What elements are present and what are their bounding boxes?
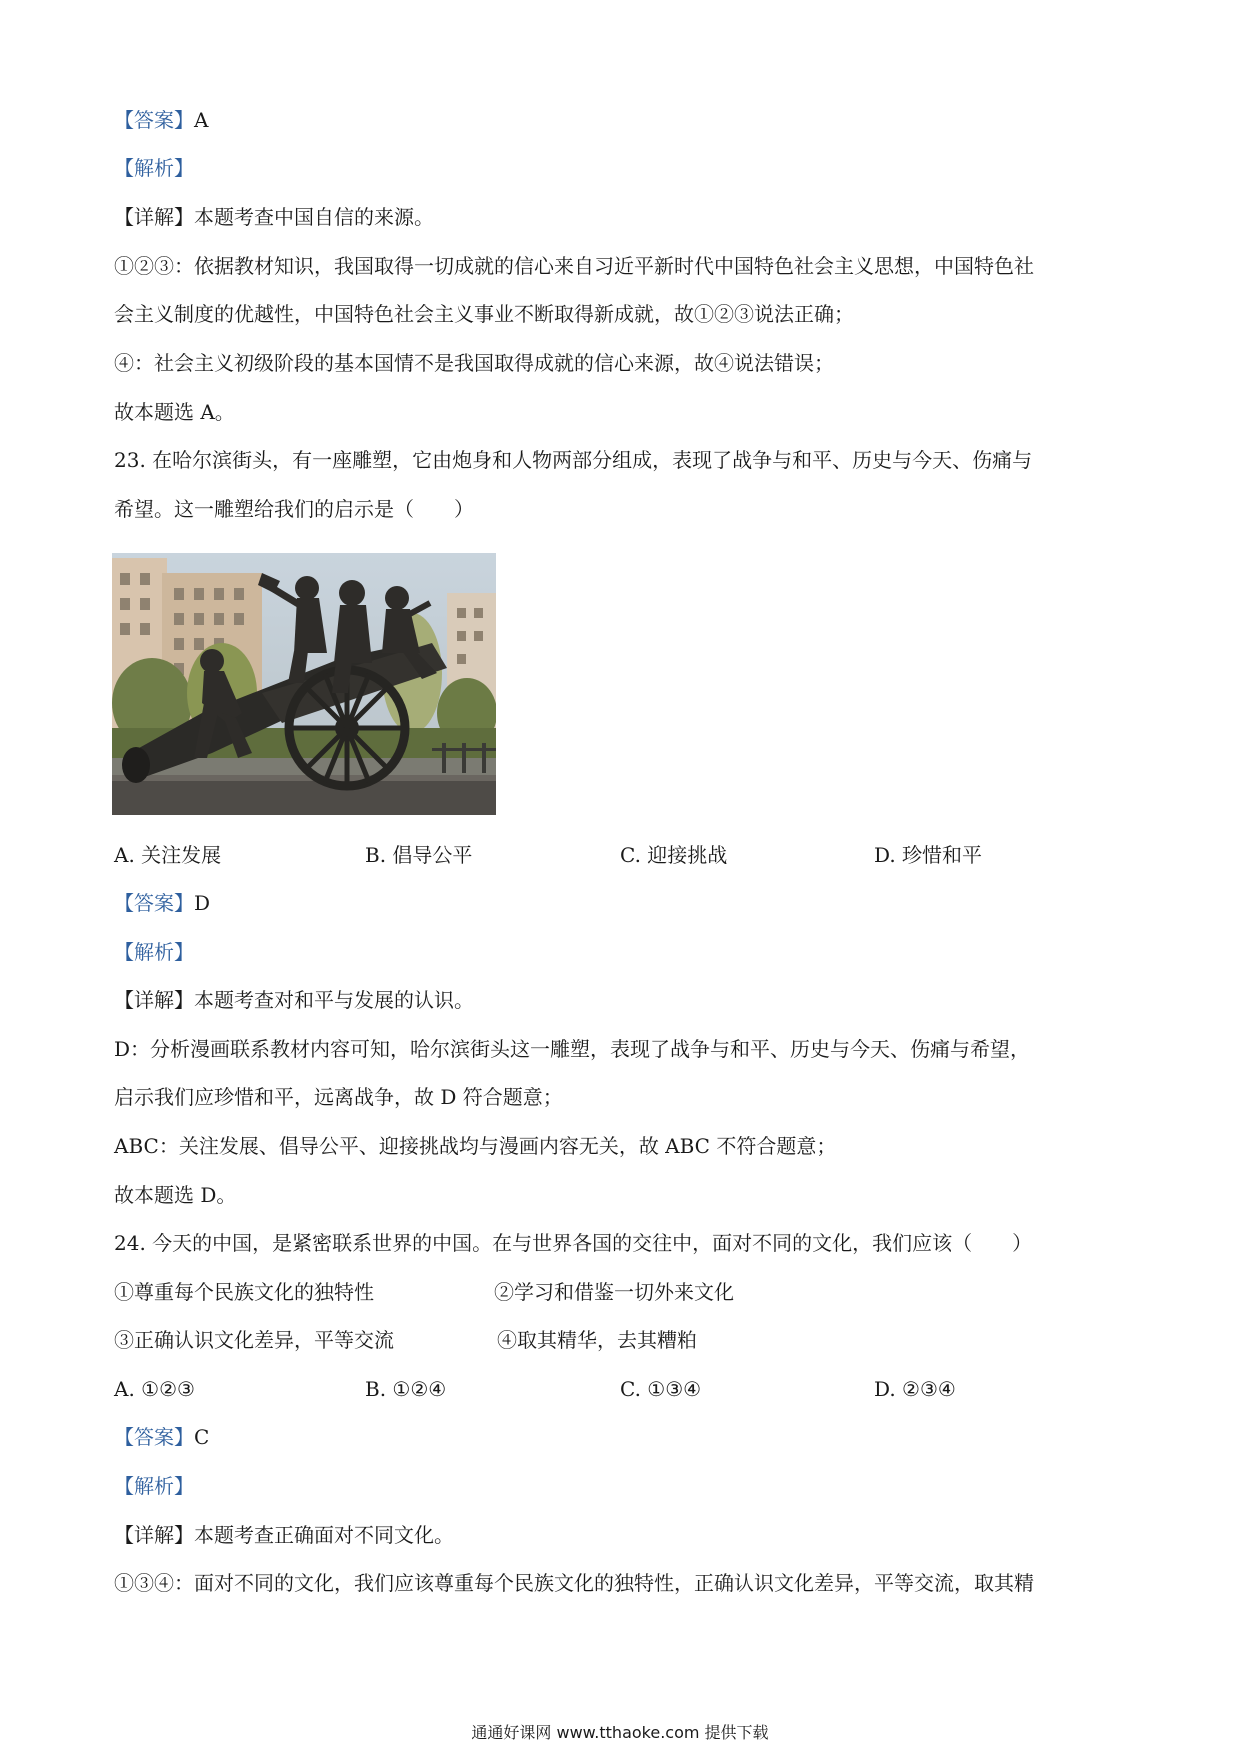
statement-item: ④取其精华，去其糟粕 (497, 1328, 697, 1352)
detail-text: 本题考查对和平与发展的认识。 (194, 988, 474, 1012)
answer-line-23 (114, 889, 210, 917)
detail-tag: 【详解】 (114, 1523, 194, 1547)
question-23-stem: 23. 在哈尔滨街头，有一座雕塑，它由炮身和人物两部分组成，表现了战争与和平、历史与今天、伤痛与 (114, 448, 1033, 472)
conclusion-line: 故本题选 D。 (114, 1183, 237, 1207)
analysis-tag: 【解析】 (114, 1474, 194, 1498)
detail-text: 本题考查正确面对不同文化。 (194, 1523, 454, 1547)
option-c: C. ①③④ (620, 1377, 702, 1401)
detail-tag: 【详解】 (114, 205, 194, 229)
explanation-paragraph: ④：社会主义初级阶段的基本国情不是我国取得成就的信心来源，故④说法错误； (114, 351, 834, 375)
answer-tag: 【答案】 (114, 108, 194, 132)
question-24-stem: 24. 今天的中国，是紧密联系世界的中国。在与世界各国的交往中，面对不同的文化，我们应该（ ） (114, 1231, 1033, 1255)
statement-item: ③正确认识文化差异，平等交流 (114, 1328, 394, 1352)
explanation-paragraph: 启示我们应珍惜和平，远离战争，故 D 符合题意； (114, 1085, 563, 1109)
detail-text: 本题考查中国自信的来源。 (194, 205, 434, 229)
explanation-paragraph: ABC：关注发展、倡导公平、迎接挑战均与漫画内容无关，故 ABC 不符合题意； (114, 1134, 837, 1158)
explanation-paragraph: 会主义制度的优越性，中国特色社会主义事业不断取得新成就，故①②③说法正确； (114, 302, 854, 326)
option-a: A. 关注发展 (114, 843, 222, 867)
explanation-paragraph: D：分析漫画联系教材内容可知，哈尔滨街头这一雕塑，表现了战争与和平、历史与今天、伤痛与希望， (114, 1037, 1031, 1061)
answer-value: C (194, 1425, 210, 1449)
option-c: C. 迎接挑战 (620, 843, 728, 867)
option-a: A. ①②③ (114, 1377, 195, 1401)
answer-tag: 【答案】 (114, 891, 194, 915)
detail-tag: 【详解】 (114, 988, 194, 1012)
option-d: D. ②③④ (874, 1377, 956, 1401)
answer-line-24 (114, 1423, 209, 1451)
question-23-stem-cont: 希望。这一雕塑给我们的启示是（ ） (114, 497, 474, 521)
sculpture-photo (112, 553, 496, 815)
explanation-paragraph: ①③④：面对不同的文化，我们应该尊重每个民族文化的独特性，正确认识文化差异，平等交流，取其精 (114, 1571, 1034, 1595)
option-d: D. 珍惜和平 (874, 843, 983, 867)
analysis-line-24 (114, 1472, 194, 1500)
option-b: B. 倡导公平 (365, 843, 473, 867)
detail-line-22 (114, 203, 434, 231)
answer-value: A (194, 108, 209, 132)
analysis-line-23 (114, 938, 194, 966)
detail-line-23 (114, 986, 474, 1014)
analysis-tag: 【解析】 (114, 940, 194, 964)
answer-tag: 【答案】 (114, 1425, 194, 1449)
statement-item: ①尊重每个民族文化的独特性 (114, 1280, 374, 1304)
statement-item: ②学习和借鉴一切外来文化 (494, 1280, 734, 1304)
option-b: B. ①②④ (365, 1377, 447, 1401)
analysis-tag: 【解析】 (114, 156, 194, 180)
conclusion-line: 故本题选 A。 (114, 400, 235, 424)
answer-value: D (194, 891, 211, 915)
answer-line-22 (114, 106, 208, 134)
page-footer: 通通好课网 www.tthaoke.com 提供下载 (471, 1723, 769, 1742)
detail-line-24 (114, 1521, 454, 1549)
analysis-line-22 (114, 154, 194, 182)
explanation-paragraph: ①②③：依据教材知识，我国取得一切成就的信心来自习近平新时代中国特色社会主义思想，中国特色社 (114, 254, 1034, 278)
